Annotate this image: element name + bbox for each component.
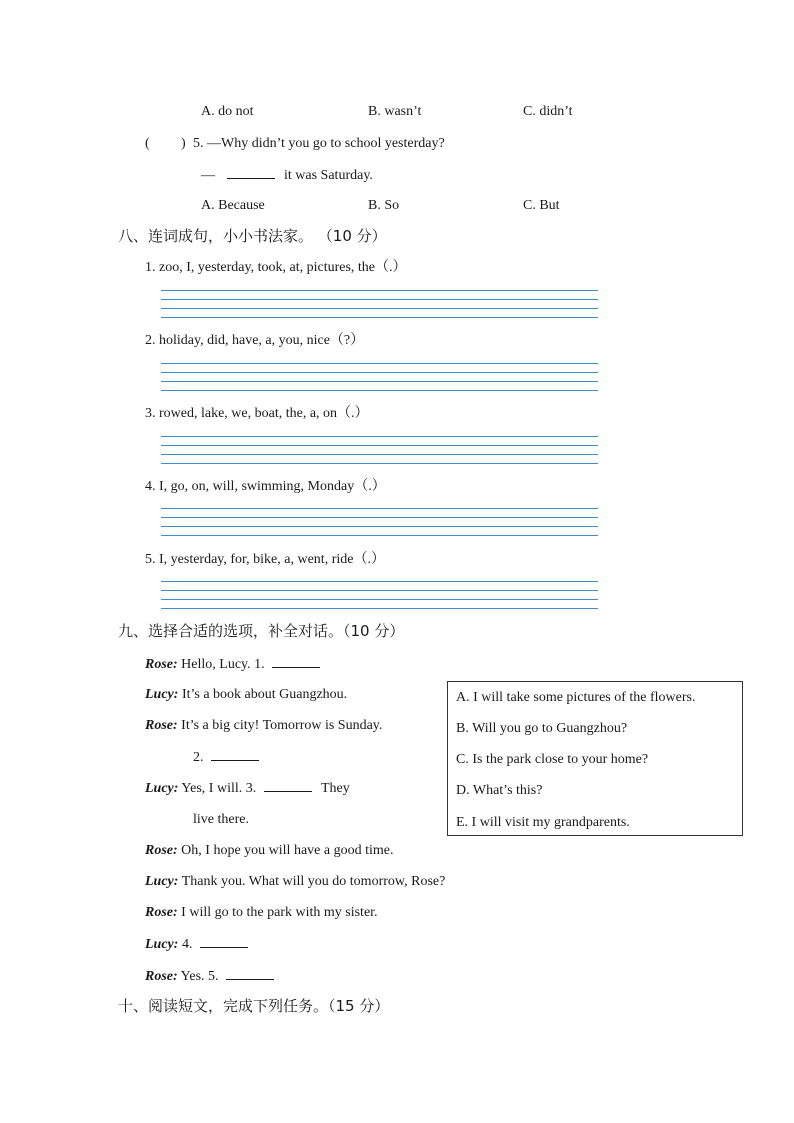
dialogue-text: It’s a big city! Tomorrow is Sunday. [181, 718, 383, 733]
dialogue-text: 2. [193, 750, 204, 765]
sentence-item: 5. I, yesterday, for, bike, a, went, ride（.） [145, 552, 385, 567]
speaker: Lucy: [145, 781, 179, 796]
dialogue-blank-2[interactable] [211, 748, 259, 761]
dialogue-text: Yes. 5. [180, 969, 219, 984]
sentence-item: 2. holiday, did, have, a, you, nice（?） [145, 333, 365, 348]
option-item: C. Is the park close to your home? [456, 752, 649, 767]
dialogue-blank-1[interactable] [272, 655, 320, 668]
dialogue-text: live there. [193, 812, 249, 827]
speaker: Rose: [145, 657, 178, 672]
dialogue-blank-5[interactable] [226, 967, 274, 980]
speaker: Rose: [145, 718, 178, 733]
writing-lines[interactable] [161, 363, 598, 391]
dialogue-line [145, 842, 393, 860]
dialogue-blank-3[interactable] [264, 779, 312, 792]
writing-lines[interactable] [161, 290, 598, 318]
q5-answer-paren-close: ) [181, 136, 186, 151]
options-box [447, 681, 743, 836]
q5-option-b: B. So [368, 198, 400, 213]
q4-option-c: C. didn’t [523, 104, 573, 119]
option-item: D. What’s this? [456, 783, 543, 798]
section10-title: 十、阅读短文，完成下列任务。（15 分） [118, 997, 390, 1015]
dialogue-line [145, 967, 274, 986]
dialogue-text-after: They [320, 781, 350, 796]
dialogue-line [145, 655, 320, 674]
dialogue-line [145, 717, 382, 735]
option-item: B. Will you go to Guangzhou? [456, 721, 628, 736]
dialogue-line [145, 904, 378, 922]
dialogue-text: 4. [181, 937, 193, 952]
dialogue-line [145, 935, 248, 954]
speaker: Lucy: [145, 874, 179, 889]
section8-title: 八、连词成句，小小书法家。 （10 分） [118, 227, 387, 245]
speaker: Rose: [145, 969, 178, 984]
dialogue-line [193, 748, 259, 767]
q5-answer-rest: it was Saturday. [284, 168, 373, 183]
writing-lines[interactable] [161, 581, 598, 609]
dialogue-text: Yes, I will. 3. [181, 781, 257, 796]
q5-option-a: A. Because [201, 198, 265, 213]
dialogue-text: Hello, Lucy. 1. [181, 657, 265, 672]
dialogue-line [193, 811, 249, 829]
sentence-item: 3. rowed, lake, we, boat, the, a, on（.） [145, 406, 369, 421]
q5-answer-paren-open: ( [145, 136, 150, 151]
q5-option-c: C. But [523, 198, 560, 213]
speaker: Lucy: [145, 687, 179, 702]
speaker: Lucy: [145, 937, 179, 952]
section9-title: 九、选择合适的选项，补全对话。（10 分） [118, 622, 405, 640]
dialogue-blank-4[interactable] [200, 935, 248, 948]
speaker: Rose: [145, 905, 178, 920]
writing-lines[interactable] [161, 436, 598, 464]
dialogue-text: Oh, I hope you will have a good time. [181, 843, 394, 858]
q5-blank[interactable] [227, 166, 275, 179]
sentence-item: 4. I, go, on, will, swimming, Monday（.） [145, 479, 386, 494]
option-item: E. I will visit my grandparents. [456, 815, 630, 830]
writing-lines[interactable] [161, 508, 598, 536]
option-item: A. I will take some pictures of the flowers. [456, 690, 696, 705]
sentence-item: 1. zoo, I, yesterday, took, at, pictures, the（.） [145, 260, 407, 275]
dialogue-line [145, 686, 347, 704]
q5-answer-dash: — [201, 168, 215, 183]
dialogue-text: It’s a book about Guangzhou. [181, 687, 348, 702]
q4-option-a: A. do not [201, 104, 254, 119]
q4-option-b: B. wasn’t [368, 104, 422, 119]
speaker: Rose: [145, 843, 178, 858]
dialogue-text: Thank you. What will you do tomorrow, Rose? [181, 874, 446, 889]
q5-question: 5. —Why didn’t you go to school yesterday? [193, 136, 445, 151]
dialogue-line [145, 873, 445, 891]
dialogue-line [145, 779, 350, 798]
dialogue-text: I will go to the park with my sister. [181, 905, 378, 920]
q5-answer-line [201, 166, 373, 185]
